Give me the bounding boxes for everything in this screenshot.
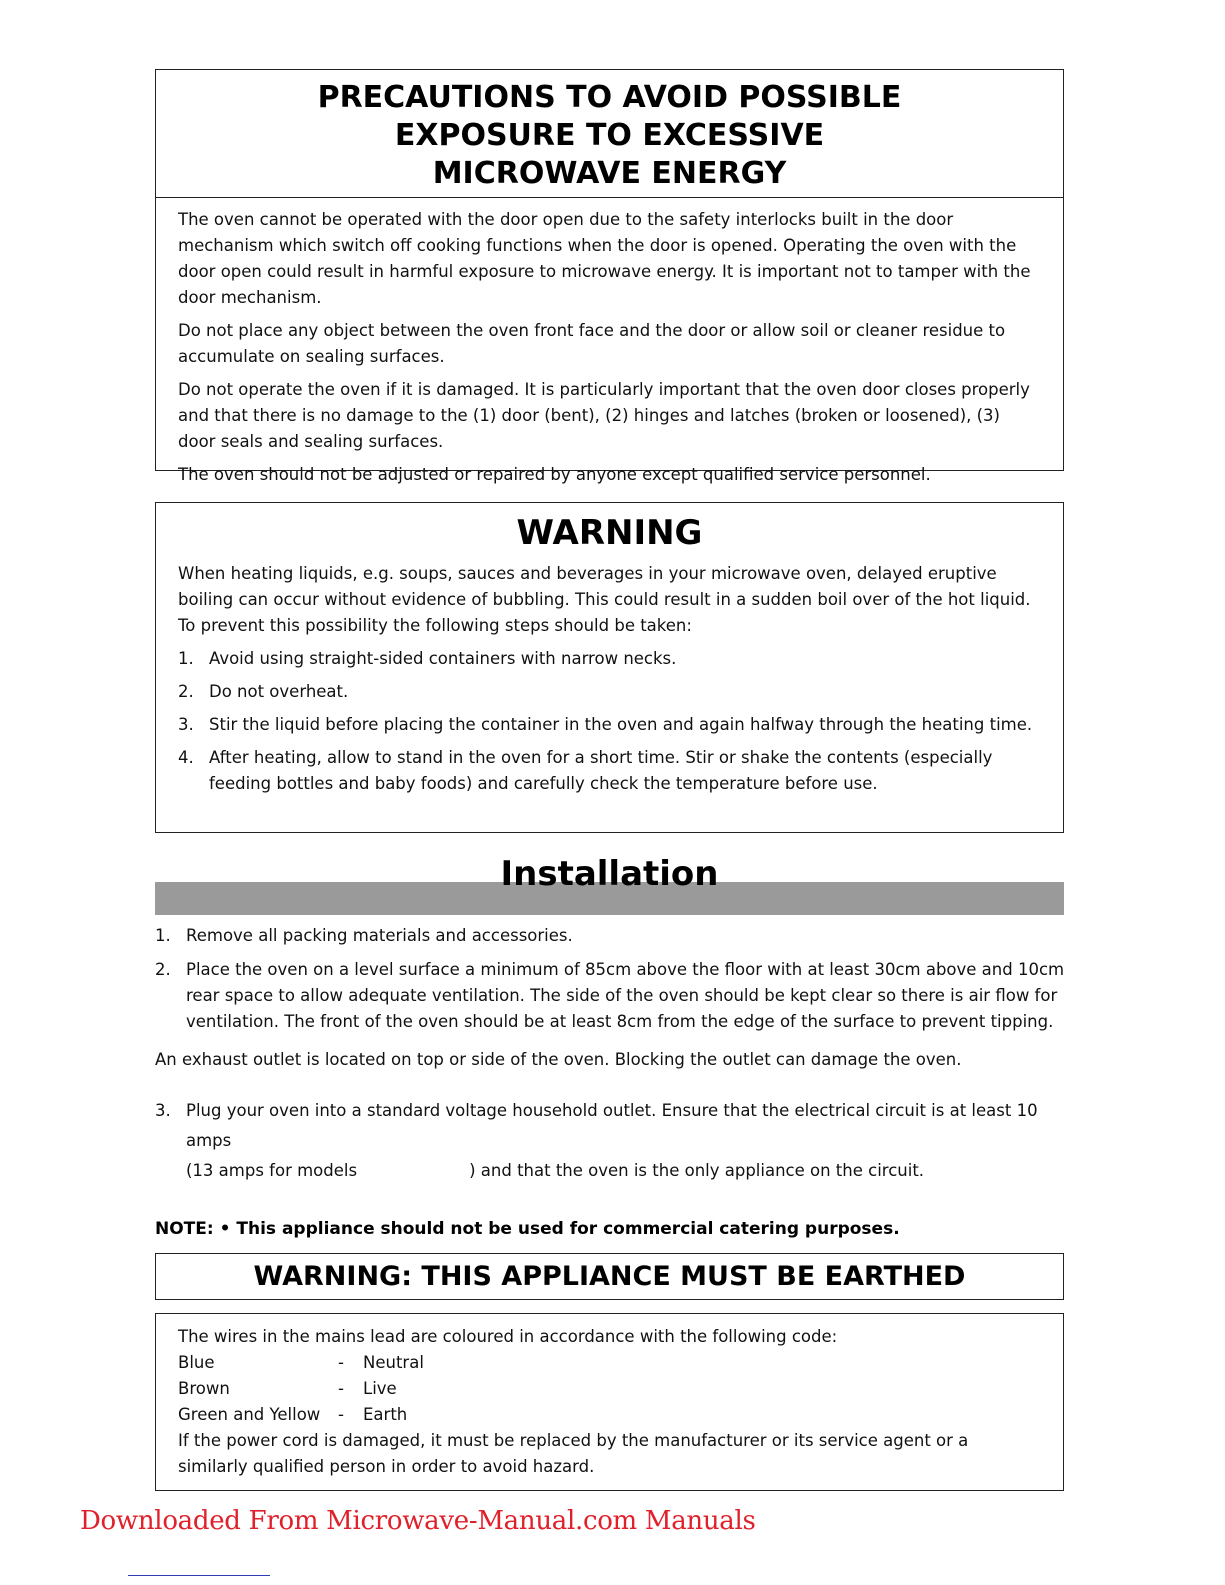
step-number: 2.	[178, 682, 194, 701]
commercial-use-note: NOTE: • This appliance should not be used for commercial catering purposes.	[155, 1219, 900, 1239]
earth-warning-title: WARNING: THIS APPLIANCE MUST BE EARTHED	[253, 1261, 966, 1292]
list-item	[178, 679, 1041, 705]
step-text: Plug your oven into a standard voltage household outlet. Ensure that the electrical circuit is at least 10 amps	[186, 1101, 1038, 1150]
wires-body	[156, 1314, 1063, 1480]
wire-dash: -	[338, 1379, 344, 1398]
earth-warning-box	[155, 1253, 1064, 1300]
installation-list	[155, 923, 1075, 1035]
warning-box	[155, 502, 1064, 833]
precautions-paragraph: Do not place any object between the oven front face and the door or allow soil or cleaner residue to accumulate on sealing surfaces.	[178, 321, 1006, 366]
wires-outro: If the power cord is damaged, it must be replaced by the manufacturer or its service agent or a similarly qualified person in order to avoid hazard.	[178, 1431, 969, 1476]
step-number: 4.	[178, 748, 194, 767]
exhaust-note	[155, 1047, 1075, 1073]
step-number: 3.	[178, 715, 194, 734]
installation-step-3	[155, 1096, 1075, 1186]
wires-box	[155, 1313, 1064, 1491]
warning-body	[156, 561, 1063, 797]
precautions-title-line: EXPOSURE TO EXCESSIVE	[394, 118, 825, 153]
step-text: After heating, allow to stand in the oven for a short time. Stir or shake the contents (especially feeding bottles and baby foods) and carefully check the temperature before use.	[209, 748, 993, 793]
list-item	[155, 923, 1075, 949]
step-text: (13 amps for models	[186, 1161, 358, 1180]
step-text: Do not overheat.	[209, 682, 349, 701]
warning-title: WARNING	[516, 513, 703, 553]
installation-steps	[155, 915, 1075, 1035]
footer-link[interactable]: Downloaded From Microwave-Manual.com Manuals	[80, 1506, 756, 1536]
step-number: 2.	[155, 960, 171, 979]
step-number: 1.	[155, 926, 171, 945]
step-number: 3.	[155, 1101, 171, 1120]
step-number: 1.	[178, 649, 194, 668]
wire-dash: -	[338, 1405, 344, 1424]
wire-colour: Brown	[178, 1379, 230, 1398]
precautions-paragraph: The oven cannot be operated with the door open due to the safety interlocks built in the door mechanism which switch off cooking functions when the door is opened. Operating the oven with the door open could result in harmful exposure to microwave energy. It is important not to tamper with the door mechanism.	[178, 210, 1031, 307]
step-text: Place the oven on a level surface a minimum of 85cm above the floor with at least 30cm above and 10cm rear space to allow adequate ventilation. The side of the oven should be kept clear so there is air flow for ventilation. The front of the oven should be at least 8cm from the edge of the surface to prevent tipping.	[186, 960, 1065, 1031]
warning-steps	[178, 646, 1041, 797]
precautions-title	[156, 70, 1063, 198]
step-text: ) and that the oven is the only appliance on the circuit.	[469, 1161, 925, 1180]
wire-meaning: Neutral	[363, 1353, 424, 1372]
wire-colour: Green and Yellow	[178, 1405, 321, 1424]
wire-row	[178, 1376, 1041, 1402]
list-item	[155, 1096, 1075, 1186]
list-item	[178, 745, 1041, 797]
precautions-paragraph: Do not operate the oven if it is damaged. It is particularly important that the oven door closes properly and that there is no damage to the (1) door (bent), (2) hinges and latches (broken or loosened), (3) door seals and sealing surfaces.	[178, 380, 1030, 451]
exhaust-note-text: An exhaust outlet is located on top or side of the oven. Blocking the outlet can damage the oven.	[155, 1050, 962, 1069]
list-item	[178, 646, 1041, 672]
precautions-body	[156, 198, 1063, 488]
list-item	[178, 712, 1041, 738]
wire-meaning: Earth	[363, 1405, 408, 1424]
wires-intro: The wires in the mains lead are coloured in accordance with the following code:	[178, 1327, 838, 1346]
list-item	[155, 957, 1075, 1035]
footer-underline	[128, 1575, 270, 1576]
installation-list-3	[155, 1096, 1075, 1186]
wire-meaning: Live	[363, 1379, 397, 1398]
wire-row	[178, 1402, 1041, 1428]
installation-title: Installation	[500, 854, 719, 894]
precautions-paragraph: The oven should not be adjusted or repaired by anyone except qualified service personnel.	[178, 465, 931, 484]
step-text: Stir the liquid before placing the container in the oven and again halfway through the heating time.	[209, 715, 1033, 734]
wire-dash: -	[338, 1353, 344, 1372]
step-text: Avoid using straight-sided containers with narrow necks.	[209, 649, 677, 668]
precautions-title-line: MICROWAVE ENERGY	[432, 156, 787, 191]
step-text: Remove all packing materials and accessories.	[186, 926, 573, 945]
wire-colour: Blue	[178, 1353, 215, 1372]
wire-row	[178, 1350, 1041, 1376]
precautions-box	[155, 69, 1064, 484]
precautions-title-line: PRECAUTIONS TO AVOID POSSIBLE	[317, 80, 902, 115]
warning-intro: When heating liquids, e.g. soups, sauces and beverages in your microwave oven, delayed eruptive boiling can occur without evidence of bubbling. This could result in a sudden boil over of the hot liquid. To prevent this possibility the following steps should be taken:	[178, 564, 1031, 635]
